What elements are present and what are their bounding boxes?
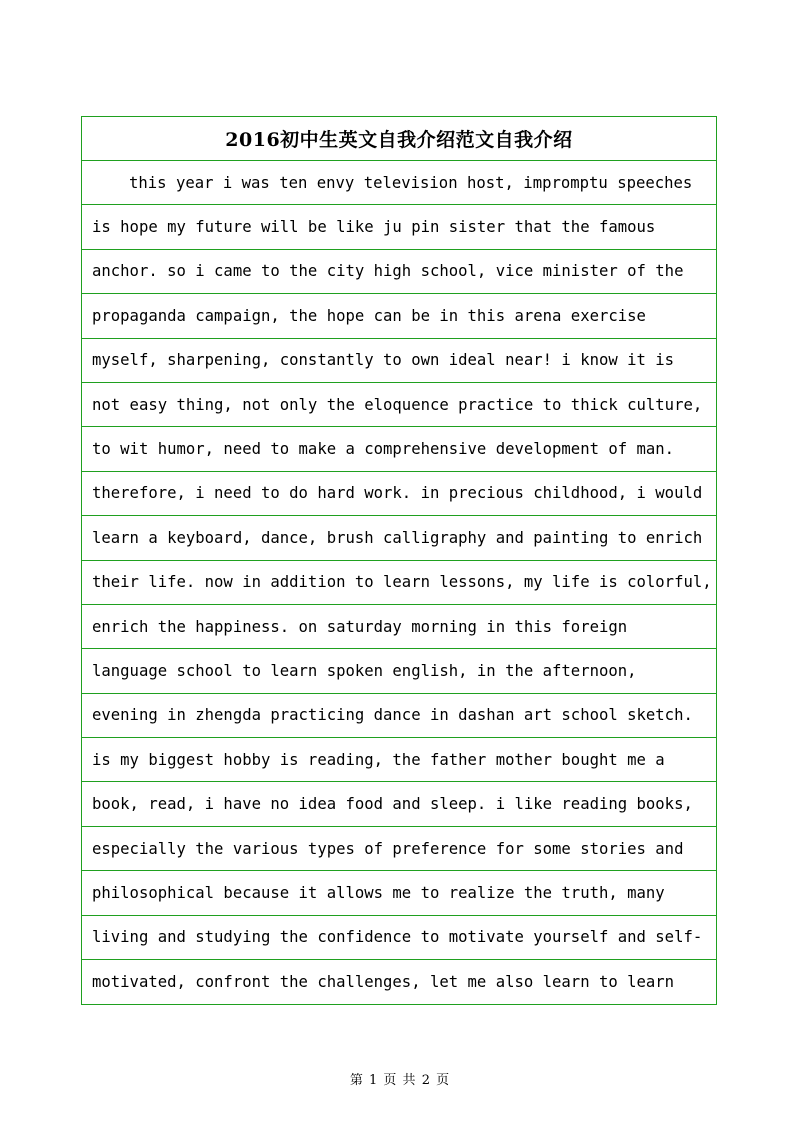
text-line: motivated, confront the challenges, let me also learn to learn [92,973,675,992]
text-line: philosophical because it allows me to realize the truth, many [82,871,716,915]
text-line: evening in zhengda practicing dance in dashan art school sketch. [82,694,716,738]
text-line: enrich the happiness. on saturday morning in this foreign [82,605,716,649]
text-line: especially the various types of preference for some stories and [82,827,716,871]
text-line: is my biggest hobby is reading, the father mother bought me a [82,738,716,782]
text-line: book, read, i have no idea food and sleep. i like reading books, [82,782,716,826]
text-line: is hope my future will be like ju pin sister that the famous [82,205,716,249]
text-line: not easy thing, not only the eloquence practice to thick culture, [82,383,716,427]
text-line: therefore, i need to do hard work. in precious childhood, i would [82,472,716,516]
text-line: to wit humor, need to make a comprehensive development of man. [82,427,716,471]
text-line: living and studying the confidence to motivate yourself and self- [82,916,716,960]
text-line: language school to learn spoken english, in the afternoon, [82,649,716,693]
document-table [81,116,717,1005]
document-title: 2016初中生英文自我介绍范文自我介绍 [82,117,716,161]
text-line: anchor. so i came to the city high school, vice minister of the [82,250,716,294]
text-line: myself, sharpening, constantly to own ideal near! i know it is [82,339,716,383]
text-line: their life. now in addition to learn lessons, my life is colorful, [82,561,716,605]
page-number-footer: 第 1 页 共 2 页 [349,1073,451,1088]
text-line: this year i was ten envy television host, impromptu speeches [82,161,716,205]
text-line: learn a keyboard, dance, brush calligraphy and painting to enrich [82,516,716,560]
text-line: propaganda campaign, the hope can be in this arena exercise [82,294,716,338]
